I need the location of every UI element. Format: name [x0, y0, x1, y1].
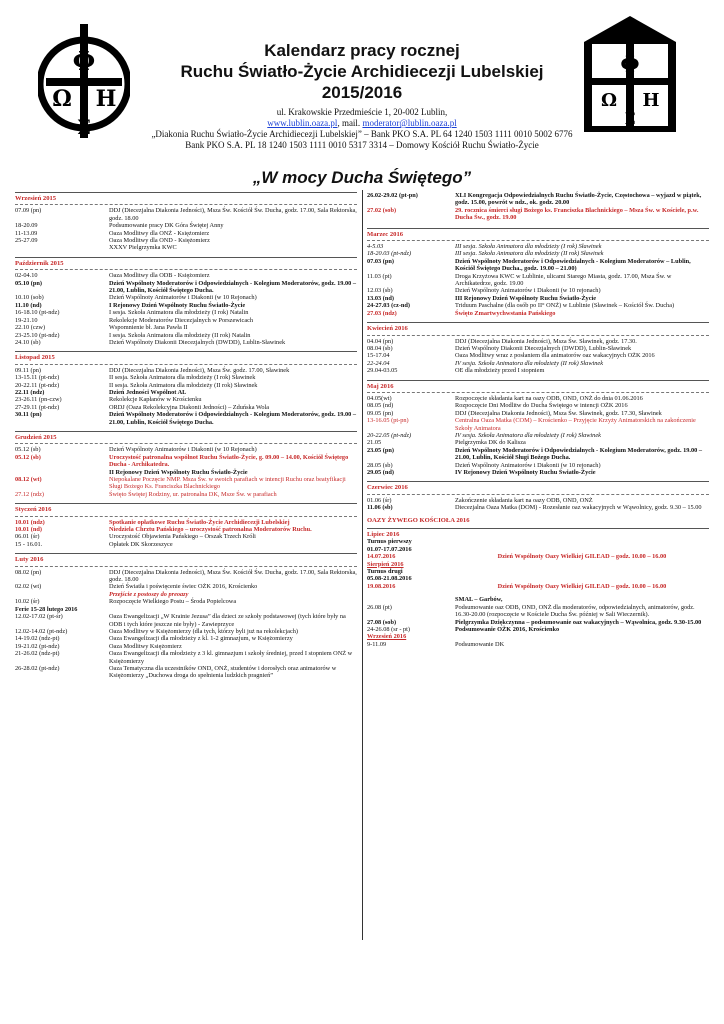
- entry-text: 29. rocznica śmierci sługi Bożego ks. Franciszka Blachnickiego – Msza Św. w Kościele, p.w. Ducha Św., godz. 19.00: [455, 206, 699, 222]
- entry-row: [15, 469, 357, 476]
- entry-date: 09.05 (pn): [367, 409, 394, 417]
- entry-row: [367, 338, 709, 345]
- entry-text: III sesja. Szkoła Animatora dla młodzieży (I rok) Sławinek: [455, 243, 602, 251]
- entry-row: [367, 626, 709, 633]
- entry-text: Przejście z postoszy do preoazy: [109, 590, 189, 598]
- entry-date: 21-26.02 (ndz-pt): [15, 650, 60, 658]
- month-section: [15, 431, 357, 498]
- entry-row: [367, 345, 709, 352]
- entry-text: Dzień Światła i poświęcenie świec OŻK 2016, Krościenko: [109, 583, 258, 591]
- entry-row: [367, 462, 709, 469]
- entry-row: [15, 665, 357, 680]
- entry-date: 26.08 (pt): [367, 603, 392, 611]
- entry-row: [15, 446, 357, 453]
- entry-text: Spotkanie opłatkowe Ruchu Światło-Życie Archidiecezji Lubelskiej: [109, 518, 290, 526]
- contact-line: [150, 118, 574, 129]
- entry-date: 08.12 (wt): [15, 476, 42, 483]
- entry-row: [15, 635, 357, 642]
- dashed-divider: [15, 364, 357, 365]
- entry-row: [367, 258, 709, 273]
- entry-date: 13.03 (nd): [367, 294, 394, 302]
- entry-row: [367, 310, 709, 317]
- entry-text: Rozpoczęcie składania kart na oazy ODB, OND, ONŻ do dnia 01.06.2016: [455, 394, 643, 402]
- entry-date: 22.10 (czw): [15, 324, 46, 332]
- dashed-divider: [367, 392, 709, 393]
- entry-date: 25-27.09: [15, 237, 38, 245]
- website-link[interactable]: www.lublin.oaza.pl: [267, 118, 338, 128]
- entry-row: [15, 222, 357, 229]
- entry-row: [15, 367, 357, 374]
- entry-text: DDJ (Diecezjalna Diakonia Jedności), Msza Św. Kościół Św. Ducha, godz. 17.00, Sala Rektorska, godz. 18.00: [109, 207, 357, 222]
- entry-date: 18-20.09: [15, 222, 38, 230]
- month-section: [15, 351, 357, 426]
- entry-text: III Rejonowy Dzień Wspólnoty Ruchu Światło-Życie: [455, 294, 597, 302]
- entry-row: [367, 207, 709, 222]
- entry-date: 12.03 (sb): [367, 287, 393, 295]
- entry-row: [15, 650, 357, 665]
- section-title: Styczeń 2016: [15, 506, 52, 514]
- dashed-divider: [367, 240, 709, 241]
- entry-date: 08.04 (sb): [367, 344, 393, 352]
- entry-text: Diecezjalna Oaza Matka (DOM) - Rozesłanie oaz wakacyjnych w Wąwolnicy, godz. 9.30 – 15.00: [455, 504, 702, 512]
- dashed-divider: [367, 494, 709, 495]
- entry-text: SMAL – Garbów,: [455, 596, 503, 604]
- entry-row: [367, 439, 709, 446]
- entry-text: Dzień Jedności Wspólnot AL: [109, 388, 187, 396]
- bank-line-2: Bank PKO S.A. PL 18 1240 1503 1111 0010 5317 3314 – Domowy Kościół Ruchu Światło-Życie: [185, 140, 539, 150]
- entry-date: 10.02 (śr): [15, 598, 40, 606]
- svg-text:Ω: Ω: [52, 86, 72, 112]
- entry-text: Święto Zmartwychwstania Pańskiego: [455, 309, 556, 317]
- entry-date: 11.03 (pt): [367, 272, 392, 280]
- dashed-divider: [15, 516, 357, 517]
- entry-row: [367, 447, 709, 462]
- entry-text: IV Rejonowy Dzień Wspólnoty Ruchu Światło-Życie: [455, 469, 596, 476]
- entry-date: 11.06 (sb): [367, 504, 393, 512]
- entry-text: Uroczystość patronalna wspólnot Ruchu Światło-Życie, g. 09.00 – 14.00, Kościół Świętego Ducha - Archikatedra.: [109, 453, 349, 469]
- entry-row: [15, 317, 357, 324]
- entry-text: Dzień Wspólnoty Oazy Wielkiej GILEAD – godz. 10.00 – 16.00: [497, 553, 667, 561]
- section-title: Czerwiec 2016: [367, 484, 408, 492]
- entry-date: 19.08.2016: [367, 582, 396, 590]
- right-sections: [367, 228, 709, 512]
- entry-text: DDJ (Diecezjalna Diakonia Jedności), Msza Św. godz. 17.00, Sławinek: [109, 366, 290, 374]
- entry-date: 11.10 (nd): [15, 301, 42, 309]
- section-lipiec: [367, 528, 709, 538]
- entry-row: [367, 243, 709, 250]
- entry-text: Zakończenie składania kart na oazy ODB, OND, ONŻ: [455, 496, 593, 504]
- entry-row: [15, 280, 357, 295]
- entry-text: [109, 606, 357, 613]
- entry-date: [15, 469, 109, 476]
- summer-block: [367, 517, 709, 649]
- entry-date: 27.08 (sob): [367, 618, 397, 626]
- entry-date: [15, 244, 109, 251]
- month-september: Wrzesień 2016: [367, 633, 407, 641]
- entry-date: 29.05 (nd): [367, 469, 394, 476]
- entry-row: [367, 410, 709, 417]
- entry-text: XLI Kongregacja Odpowiedzialnych Ruchu Światło-Życie, Częstochowa – wyjazd w piątek, godz. 15.00, powrót w ndz., ok. godz. 20.00: [455, 192, 702, 207]
- entry-text: IV sesja. Szkoła Animatora dla młodzieży (I rok) Sławinek: [455, 431, 601, 439]
- entry-date: 27-29.11 (pt-ndz): [15, 403, 60, 411]
- section-title: Kwiecień 2016: [367, 325, 408, 333]
- entry-date: 23-25.10 (pt-ndz): [15, 331, 60, 339]
- entry-row: [367, 619, 709, 626]
- entry-text: OE dla młodzieży przed I stopniem: [455, 367, 545, 375]
- dashed-divider: [15, 269, 357, 270]
- entry-text: Rekolekcje Moderatorów Diecezjalnych w Porszewicach: [109, 316, 254, 324]
- entry-date: 22-24.04: [367, 359, 390, 367]
- entry-date: 11-13.09: [15, 229, 38, 237]
- entry-row: [15, 374, 357, 381]
- entry-text: ORDJ (Oaza Rekolekcyjna Diakonii Jedności) – Zduńska Wola: [109, 403, 270, 411]
- entry-text: Opłatek DK Skorzeszyce: [109, 540, 173, 548]
- entry-date: 29.04-03.05: [367, 367, 398, 375]
- entry-date: 16-18.10 (pt-ndz): [15, 309, 60, 317]
- month-section: [15, 192, 357, 252]
- entry-row: [15, 583, 357, 590]
- entry-row: [367, 469, 709, 476]
- entry-date: 08.05 (nd): [367, 402, 394, 410]
- entry-text: Podsumowanie DK: [455, 640, 505, 648]
- ruch-logo-left: [38, 22, 130, 140]
- entry-text: DDJ (Diecezjalna Diakonia Jedności), Msza Św. Sławinek, godz. 17.30.: [455, 337, 637, 345]
- entry-row: [15, 272, 357, 279]
- entry-row: [15, 519, 357, 526]
- entry-text: Święto Świętej Rodziny, ur. patronalna DK, Msze Św. w parafiach: [109, 490, 277, 498]
- entry-text: Pielgrzymka DK do Kalisza: [455, 439, 526, 447]
- entry-text: Niepokalane Poczęcie NMP. Msza Św. w swoich parafiach w intencji Ruchu oraz beatyfikacji Sługi Bożego Ks. Franciszka Blachnickiego: [109, 476, 346, 491]
- mail-label: , mail.: [337, 118, 361, 128]
- entry-date: 15-17.04: [367, 352, 390, 360]
- entry-row: [15, 454, 357, 469]
- address-block: [150, 107, 574, 151]
- svg-text:Ω: Ω: [600, 90, 618, 111]
- entry-text: Dzień Wspólnoty Oazy Wielkiej GILEAD – godz. 10.00 – 16.00: [497, 582, 667, 590]
- entry-text: DDJ (Diecezjalna Diakonia Jedności), Msza Św. Sławinek, godz. 17.30, Sławinek: [455, 409, 662, 417]
- summer-header: OAZY ŻYWEGO KOŚCIOŁA 2016: [367, 516, 470, 524]
- entry-text: Dzień Wspólnoty Moderatorów i Odpowiedzialnych - Kolegium Moderatorów, godz. 19.00 – 21.00, Lublin, Kościół Sługi Bożego Ducha.: [455, 446, 703, 462]
- entry-date: 12.02-14.02 (pt-ndz): [15, 627, 68, 635]
- entry-row: [15, 533, 357, 540]
- entry-date: 07.03 (pn): [367, 257, 394, 265]
- dashed-divider: [15, 443, 357, 444]
- entry-row: [15, 207, 357, 222]
- entry-text: Podsumowanie pracy DK Góra Świętej Anny: [109, 222, 224, 230]
- entry-date: 26.02-29.02 (pt-pn): [367, 192, 418, 199]
- entry-row: [367, 302, 709, 309]
- section-title: Listopad 2015: [15, 354, 55, 362]
- entry-text: Oaza Ewangelizacji dla młodzieży z kl. 1-2 gimnazjum, w Księżomierzy: [109, 635, 293, 643]
- entry-text: XXXV Pielgrzymka KWC: [109, 244, 177, 252]
- entry-date: 02.02 (wt): [15, 583, 42, 591]
- entry-text: I Rejonowy Dzień Wspólnoty Ruchu Światło-Życie: [109, 301, 246, 309]
- entry-text: Dzień Wspólnoty Animatorów i Diakonii (w 10 Rejonach): [109, 294, 257, 302]
- svg-text:Σ: Σ: [76, 115, 92, 139]
- entry-text: DDJ (Diecezjalna Diakonia Jedności), Msza Św. Kościół Św. Ducha, godz. 17.00, Sala Rektorska, godz. 18.00: [109, 568, 357, 584]
- svg-text:Η: Η: [95, 86, 117, 112]
- entry-date: 01.06 (śr): [367, 496, 392, 504]
- entry-row: [367, 360, 709, 367]
- entry-date: 05.12 (sb): [15, 453, 41, 461]
- entry-row: [15, 389, 357, 396]
- month-section: [15, 257, 357, 346]
- title-line-2: Ruchu Światło-Życie Archidiecezji Lubelskiej: [180, 62, 544, 81]
- entry-text: Oaza Modlitwy Księżomierz: [109, 642, 182, 650]
- entry-text: Oaza Ewangelizacji dla młodzieży z 3 kl. gimnazjum i szkoły średniej, przed I stopniem ONŻ w Księżomierzy: [109, 650, 353, 665]
- svg-text:Φ: Φ: [72, 47, 96, 77]
- entry-text: Dzień Wspólnoty Animatorów i Diakonii (w 10 rejonach): [455, 461, 601, 469]
- entry-date: 19-21.02 (pt-ndz): [15, 642, 60, 650]
- entry-date: 18-20.03 (pt-ndz): [367, 250, 412, 258]
- entry-row: [15, 598, 357, 605]
- entry-date: 9-11.09: [367, 640, 387, 648]
- entry-text: Niedziela Chrztu Pańskiego – uroczystość patronalna Moderatorów Ruchu.: [109, 526, 312, 534]
- entry-row: [15, 404, 357, 411]
- entry-text: Rekolekcje Kapłanów w Krościenku: [109, 396, 202, 404]
- entry-date: 14-19.02 (ndz-pt): [15, 635, 60, 643]
- entry-row: [367, 497, 709, 504]
- dashed-divider: [15, 204, 357, 205]
- email-link[interactable]: moderator@lublin.oaza.pl: [362, 118, 457, 128]
- entry-text: Dzień Wspólnoty Diakonii Diecezjalnych (DWDD), Lublin-Sławinek: [455, 344, 632, 352]
- entry-text: Dzień Wspólnoty Moderatorów i Odpowiedzialnych - Kolegium Moderatorów – Lublin, Kościół Świętego Ducha., godz. 19.00 – 21.00): [455, 257, 691, 273]
- month-section: [367, 380, 709, 477]
- entry-date: 20-22.11 (pt-ndz): [15, 381, 60, 389]
- document-header: [150, 40, 574, 151]
- entry-date: 07.09 (pn): [15, 207, 42, 215]
- entry-text: Centralna Oaza Matka (COM) – Krościenko – Przyjęcie Krzyży Animatorskich na zakończenie Szkoły Animatora: [455, 417, 696, 432]
- entry-date: 26-28.02 (pt-ndz): [15, 664, 60, 672]
- section-title: Październik 2015: [15, 259, 64, 267]
- bank-line-1: „Diakonia Ruchu Światło-Życie Archidiecezji Lubelskiej” – Bank PKO S.A. PL 64 1240 1503 1111 0010 5002 6776: [151, 129, 573, 139]
- entry-date: 05.12 (sb): [15, 446, 41, 454]
- entry-date: 4-5.03: [367, 243, 384, 251]
- entry-row: [15, 237, 357, 244]
- entry-date: 24-27.03 (cz-nd): [367, 302, 411, 310]
- entry-date: 21.05: [367, 439, 382, 447]
- entry-text: Dzień Wspólnoty Animatorów i Diakonii (w 10 Rejonach): [109, 446, 257, 454]
- title-line-1: Kalendarz pracy rocznej: [264, 41, 460, 60]
- entry-row: [367, 352, 709, 359]
- entry-row: [15, 230, 357, 237]
- entry-date: 14.07.2016: [367, 553, 396, 561]
- entry-row: [367, 273, 709, 288]
- month-section: [367, 322, 709, 374]
- month-section: [15, 503, 357, 548]
- section-title: Luty 2016: [15, 556, 44, 564]
- entry-text: I sesja. Szkoła Animatora dla młodzieży (II rok) Natalin: [109, 331, 251, 339]
- turn1-dates: 01.07-17.07.2016: [367, 545, 412, 553]
- entry-row: [367, 250, 709, 257]
- entry-row: [15, 294, 357, 301]
- entry-row: [367, 596, 709, 603]
- entry-text: Oaza Modlitwy wraz z posłaniem dla animatorów oaz wakacyjnych OŻK 2016: [455, 352, 655, 360]
- entry-text: I sesja. Szkoła Animatora dla młodzieży (I rok) Natalin: [109, 309, 249, 317]
- entry-row: [15, 606, 357, 613]
- entry-row: [15, 526, 357, 533]
- entry-row: [15, 244, 357, 251]
- entry-date: 23.05 (pn): [367, 446, 394, 454]
- section-title: Lipiec 2016: [367, 531, 400, 539]
- entry-text: Dzień Wspólnoty Moderatorów i Odpowiedzialnych - Kolegium Moderatorów, godz. 19.00 – 21.00, Lublin, Kościół Świętego Ducha.: [109, 279, 357, 295]
- entry-row: [367, 504, 709, 511]
- entry-text: Pielgrzymka Dziękczynna – podsumowanie oaz wakacyjnych – Wąwolnica, godz. 9.30-15.00: [455, 618, 702, 626]
- right-column: [367, 192, 709, 648]
- entry-text: IV sesja. Szkoła Animatora dla młodzieży (II rok) Sławinek: [455, 359, 604, 367]
- entry-date: 24.10 (sb): [15, 338, 41, 346]
- entry-text: Podsumowanie oaz ODB, OND, ONŻ dla moderatorów, odpowiedzialnych, animatorów, godz. 16.30-20.00 (rozpoczęcie w Kościele Ducha Św. później w Sali Wieczernik).: [455, 603, 695, 619]
- entry-row: [367, 604, 709, 619]
- entry-text: Oaza Ewangelizacji „W Krainie Jezusa” dla dzieci ze szkoły podstawowej (tych które były na ODB i tych które jeszcze nie były) - Zawieprzyce: [109, 613, 346, 628]
- entry-date: 09.11 (pn): [15, 366, 41, 374]
- entry-date: 15 - 16.01.: [15, 540, 43, 548]
- title-line-3: 2015/2016: [321, 83, 403, 102]
- entry-text: Oaza Modlitwy dla ONŻ - Księżomierz: [109, 229, 210, 237]
- entry-date: 19-21.10: [15, 316, 38, 324]
- entry-text: II sesja. Szkoła Animatora dla młodzieży (II rok) Sławinek: [109, 381, 258, 389]
- entry-date: 13-15.11 (pt-ndz): [15, 374, 60, 382]
- entry-row: [367, 583, 709, 590]
- entry-row: [15, 324, 357, 331]
- entry-date: 10.01 (nd): [15, 526, 42, 534]
- entry-text: II Rejonowy Dzień Wspólnoty Ruchu Światło-Życie: [109, 468, 248, 476]
- entry-text: Triduum Paschalne (dla osób po II° ONŻ) w Lublinie (Sławinek – Kościół Św. Ducha): [455, 302, 675, 310]
- entry-row: [367, 417, 709, 432]
- entry-row: [15, 541, 357, 548]
- entry-text: III sesja. Szkoła Animatora dla młodzieży (II rok) Sławinek: [455, 250, 604, 258]
- svg-text:Η: Η: [642, 90, 660, 111]
- entry-text: Rozpoczęcie Dni Modlitw do Ducha Świętego w intencji OŻK 2016: [455, 402, 628, 410]
- entry-row: [15, 628, 357, 635]
- entry-row: [15, 613, 357, 628]
- section-title: Maj 2016: [367, 382, 394, 390]
- entry-text: Droga Krzyżowa KWC w Lublinie, ulicami Starego Miasta, godz. 17.00, Msza Św. w Archikatedrze, godz. 19.00: [455, 272, 672, 288]
- section-title: Wrzesień 2015: [15, 195, 57, 202]
- entry-text: Podsumowanie OŻK 2016, Krościenko: [455, 625, 560, 633]
- dashed-divider: [367, 335, 709, 336]
- entry-text: Dzień Wspólnoty Diakonii Diecezjalnych (DWDD), Lublin-Sławinek: [109, 338, 286, 346]
- entry-row: [15, 309, 357, 316]
- entry-row: [15, 643, 357, 650]
- month-section: [367, 481, 709, 511]
- entry-text: Oaza Tematyczna dla uczestników OND, ONŻ, studentów i dorosłych oraz animatorów w Księżomierzy „Duchowa droga do spełnienia ludzkich pragnień”: [109, 664, 337, 680]
- entry-date: [15, 591, 109, 598]
- entry-date: 04.04 (pn): [367, 337, 394, 345]
- entry-text: Wspomnienie bł. Jana Pawła II: [109, 324, 188, 332]
- entry-date: 20-22.05 (pt-ndz): [367, 431, 412, 439]
- entry-date: 22.11 (ndz): [15, 388, 45, 396]
- ruch-logo-right: [578, 14, 682, 134]
- entry-row: [15, 332, 357, 339]
- entry-date: 24-26.08 (sr - pt): [367, 625, 411, 633]
- entry-row: [15, 396, 357, 403]
- entry-row: [15, 491, 357, 498]
- entry-row: [15, 382, 357, 389]
- entry-date: 27.03 (ndz): [367, 309, 397, 317]
- entry-date: 05.10 (pn): [15, 279, 42, 287]
- entry-row: [367, 553, 709, 560]
- month-section: [15, 553, 357, 680]
- entry-date: 04.05(wt): [367, 394, 392, 402]
- entry-date: 12.02-17.02 (pt-śr): [15, 613, 63, 621]
- month-section: [367, 228, 709, 317]
- entry-row: [15, 476, 357, 491]
- entry-date: 13-16.05 (pt-pn): [367, 417, 409, 425]
- entry-date: 27.02 (sob): [367, 206, 397, 214]
- entry-row: [367, 641, 709, 648]
- turn1-label: Turnus pierwszy: [367, 538, 412, 546]
- entry-row: [367, 367, 709, 374]
- motto: „W mocy Ducha Świętego”: [252, 168, 472, 187]
- entry-text: Oaza Modlitwy dla OND - Księżomierz: [109, 237, 210, 245]
- entry-text: Oaza Modlitwy w Księżomierzy (dla tych, którzy byli już na rekolekcjach): [109, 627, 299, 635]
- entry-date: Ferie 15-28 lutego 2016: [15, 605, 78, 613]
- entry-text: Uroczystość Objawienia Pańskiego – Orszak Trzech Króli: [109, 533, 256, 541]
- svg-text:Σ: Σ: [624, 109, 636, 128]
- turn2-dates: 05.08-21.08.2016: [367, 575, 412, 583]
- entry-date: 30.11 (pn): [15, 411, 42, 419]
- entry-row: [15, 302, 357, 309]
- right-top-entries: [367, 192, 709, 222]
- entry-text: Dzień Wspólnoty Animatorów i Diakonii (w 10 rejonach): [455, 287, 601, 295]
- entry-date: 10.01 (ndz): [15, 518, 45, 526]
- entry-date: 08.02 (pn): [15, 568, 42, 576]
- entry-row: [15, 569, 357, 584]
- entry-date: 23-26.11 (pn-czw): [15, 396, 62, 404]
- entry-date: 02-04.10: [15, 272, 38, 280]
- entry-row: [15, 411, 357, 426]
- entry-date: 27.12 (ndz): [15, 490, 45, 498]
- entry-text: Dzień Wspólnoty Moderatorów i Odpowiedzialnych - Kolegium Moderatorów, godz. 19.00 – 21.00, Lublin, Kościół Świętego Ducha.: [109, 411, 357, 426]
- address-line: ul. Krakowskie Przedmieście 1, 20-002 Lublin,: [276, 107, 448, 117]
- entry-date: 28.05 (sb): [367, 461, 393, 469]
- column-divider: [362, 190, 363, 940]
- entry-row: [367, 432, 709, 439]
- section-title: Marzec 2016: [367, 230, 404, 238]
- entry-row: [15, 339, 357, 346]
- entry-row: [367, 402, 709, 409]
- entry-text: II sesja. Szkoła Animatora dla młodzieży (I rok) Sławinek: [109, 374, 256, 382]
- entry-text: Rozpoczęcie Wielkiego Postu – Środa Popielcowa: [109, 598, 237, 606]
- entry-row: [367, 192, 709, 207]
- turn2-label: Turnus drugi: [367, 568, 403, 576]
- entry-text: Oaza Modlitwy dla ODB - Księżomierz: [109, 272, 210, 280]
- left-column: [15, 192, 357, 685]
- svg-text:Φ: Φ: [620, 52, 640, 78]
- entry-date: 06.01 (śr): [15, 533, 40, 541]
- month-august: Sierpień 2016: [367, 560, 404, 568]
- entry-date: 10.10 (sob): [15, 294, 44, 302]
- dashed-divider: [15, 566, 357, 567]
- section-title: Grudzień 2015: [15, 433, 57, 441]
- entry-row: [367, 287, 709, 294]
